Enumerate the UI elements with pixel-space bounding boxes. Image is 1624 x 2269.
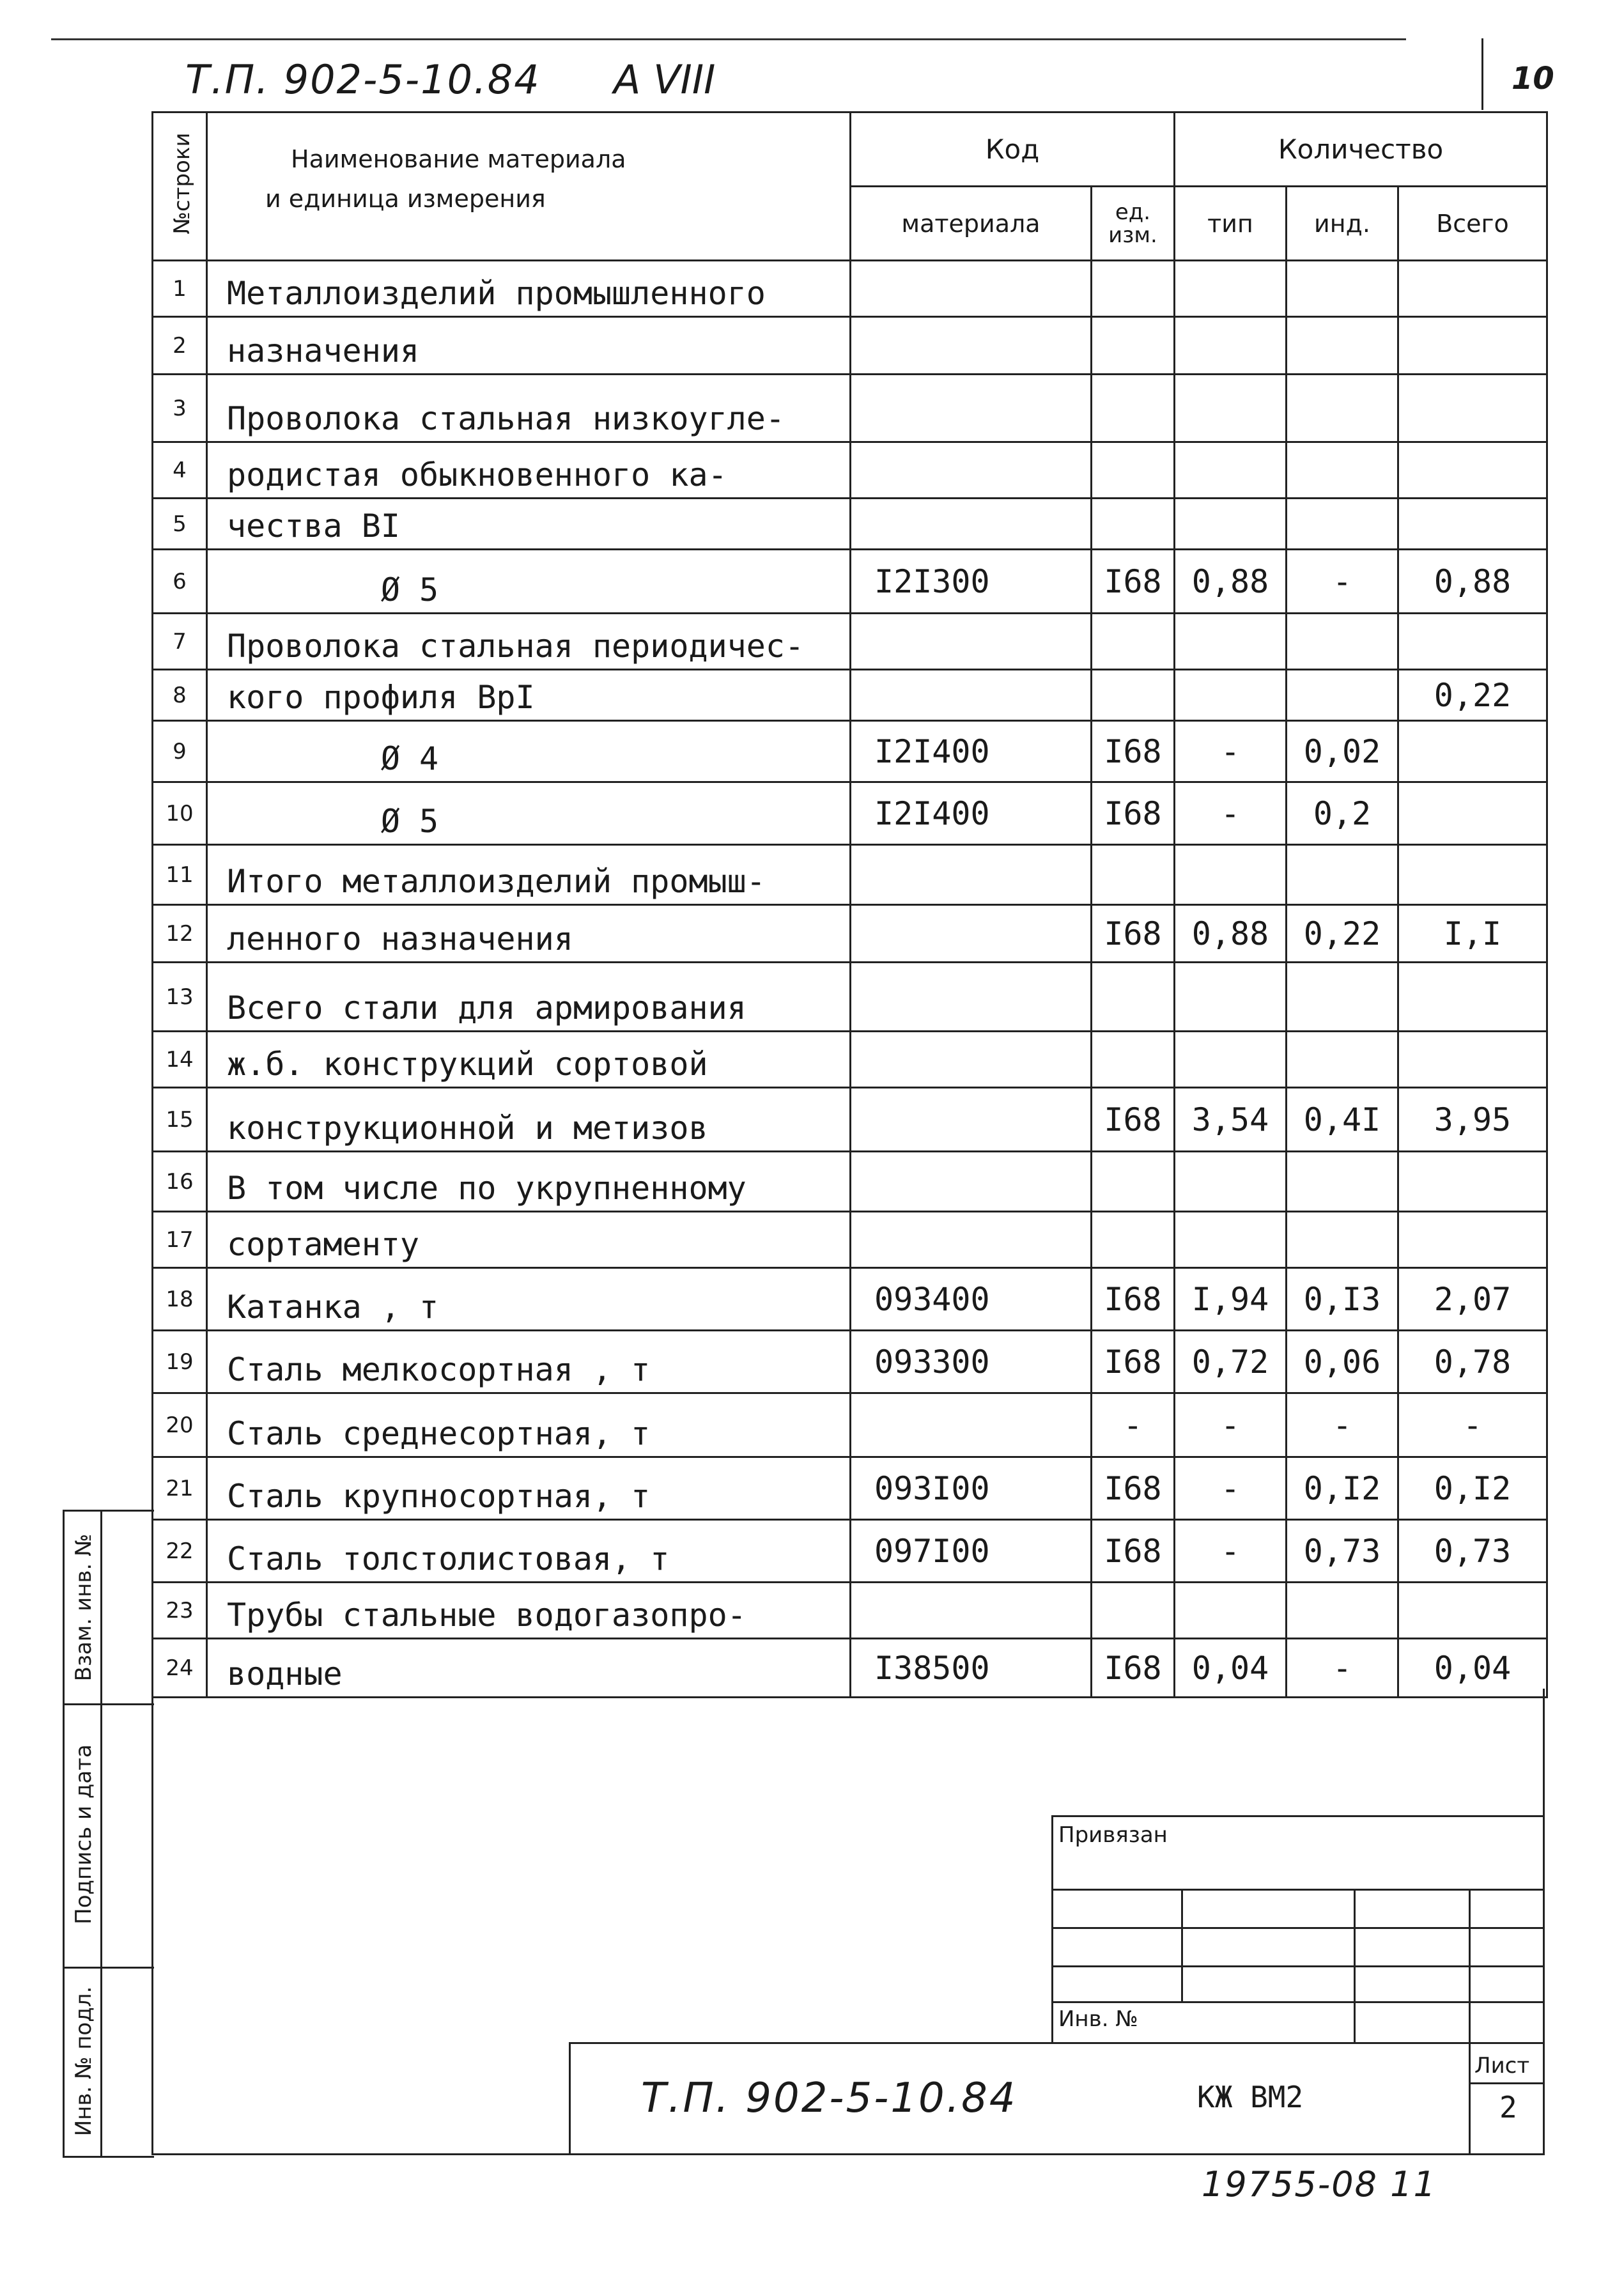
row-number-cell: 4 (153, 442, 207, 499)
qty-total-cell (1398, 721, 1547, 782)
material-code-cell: 097I00 (851, 1520, 1092, 1583)
qty-total-cell (1398, 614, 1547, 670)
qty-ind-cell: 0,4I (1287, 1088, 1398, 1152)
qty-ind-cell: 0,I2 (1287, 1457, 1398, 1520)
material-name-cell: Ø 5 (207, 782, 851, 845)
unit-code-cell (1092, 375, 1175, 442)
row-number-cell: 12 (153, 905, 207, 963)
material-name-cell: Ø 4 (207, 721, 851, 782)
material-name-cell: Сталь среднесортная, т (207, 1393, 851, 1457)
unit-code-cell (1092, 499, 1175, 550)
qty-ind-cell (1287, 845, 1398, 905)
row-number-cell: 5 (153, 499, 207, 550)
unit-code-cell: I68 (1092, 905, 1175, 963)
material-code-cell (851, 499, 1092, 550)
material-code-cell (851, 442, 1092, 499)
header-qty-ind: инд. (1287, 187, 1398, 261)
material-name-cell: Проволока стальная периодичес- (207, 614, 851, 670)
unit-code-cell (1092, 1212, 1175, 1268)
qty-ind-cell: 0,06 (1287, 1331, 1398, 1393)
header-name (207, 112, 851, 261)
qty-total-cell (1398, 317, 1547, 375)
table-row (153, 1457, 1547, 1520)
material-name-cell: Сталь крупносортная, т (207, 1457, 851, 1520)
designation-mark: КЖ ВМ2 (1197, 2080, 1304, 2114)
designation-block (569, 2042, 1543, 2155)
row-number-cell: 14 (153, 1032, 207, 1088)
qty-ind-cell: 0,73 (1287, 1520, 1398, 1583)
material-name-cell: кого профиля ВрI (207, 670, 851, 721)
material-code-cell (851, 375, 1092, 442)
side-stamp-vzam-inv: Взам. инв. № (71, 1533, 97, 1682)
qty-ind-cell: - (1287, 1393, 1398, 1457)
header-unit-line1: ед. (1115, 199, 1151, 225)
material-name-cell: назначения (207, 317, 851, 375)
table-row (153, 963, 1547, 1032)
designation-code: Т.П. 902-5-10.84 (641, 2075, 1017, 2122)
inv-no-label: Инв. № (1058, 2006, 1138, 2032)
sheet-cell (1469, 2044, 1545, 2155)
sheet-number: 2 (1499, 2090, 1517, 2125)
qty-total-cell (1398, 375, 1547, 442)
qty-ind-cell (1287, 442, 1398, 499)
qty-total-cell: 0,88 (1398, 550, 1547, 614)
material-name-cell: чества ВI (207, 499, 851, 550)
row-number-cell: 9 (153, 721, 207, 782)
material-code-cell: 093300 (851, 1331, 1092, 1393)
row-number-cell: 22 (153, 1520, 207, 1583)
row-number-cell: 16 (153, 1152, 207, 1212)
material-code-cell: I2I400 (851, 721, 1092, 782)
row-number-cell: 2 (153, 317, 207, 375)
row-number-cell: 1 (153, 261, 207, 317)
privyazan-label: Привязан (1058, 1822, 1168, 1848)
row-number-cell: 17 (153, 1212, 207, 1268)
row-number-cell: 15 (153, 1088, 207, 1152)
qty-ind-cell (1287, 375, 1398, 442)
qty-type-cell: 0,04 (1175, 1639, 1287, 1698)
material-code-cell: I2I300 (851, 550, 1092, 614)
unit-code-cell: I68 (1092, 550, 1175, 614)
unit-code-cell: I68 (1092, 782, 1175, 845)
material-name-cell: Катанка , т (207, 1268, 851, 1331)
qty-total-cell (1398, 845, 1547, 905)
header-code-group: Код (851, 112, 1175, 187)
qty-ind-cell (1287, 1152, 1398, 1212)
qty-type-cell (1175, 614, 1287, 670)
table-row (153, 499, 1547, 550)
qty-ind-cell: 0,I3 (1287, 1268, 1398, 1331)
table-row (153, 1393, 1547, 1457)
header-unit-line2: изм. (1108, 222, 1157, 248)
qty-ind-cell (1287, 963, 1398, 1032)
qty-total-cell (1398, 261, 1547, 317)
qty-total-cell (1398, 442, 1547, 499)
qty-type-cell (1175, 963, 1287, 1032)
qty-ind-cell (1287, 1583, 1398, 1639)
material-name-cell: Всего стали для армирования (207, 963, 851, 1032)
unit-code-cell: - (1092, 1393, 1175, 1457)
sheet-divider (1471, 2082, 1545, 2084)
qty-type-cell: - (1175, 721, 1287, 782)
material-name-cell: родистая обыкновенного ка- (207, 442, 851, 499)
qty-total-cell: 0,I2 (1398, 1457, 1547, 1520)
table-row (153, 1152, 1547, 1212)
unit-code-cell (1092, 1032, 1175, 1088)
material-name-cell: ленного назначения (207, 905, 851, 963)
qty-ind-cell (1287, 670, 1398, 721)
qty-total-cell: 0,22 (1398, 670, 1547, 721)
qty-type-cell (1175, 442, 1287, 499)
privyazan-vline-3 (1469, 1889, 1471, 2044)
table-row (153, 550, 1547, 614)
qty-ind-cell (1287, 1212, 1398, 1268)
table-row (153, 375, 1547, 442)
table-row (153, 1331, 1547, 1393)
row-number-cell: 23 (153, 1583, 207, 1639)
qty-total-cell: 3,95 (1398, 1088, 1547, 1152)
row-number-cell: 11 (153, 845, 207, 905)
qty-type-cell: 3,54 (1175, 1088, 1287, 1152)
material-code-cell (851, 1088, 1092, 1152)
unit-code-cell (1092, 317, 1175, 375)
qty-type-cell (1175, 1032, 1287, 1088)
table-row (153, 905, 1547, 963)
unit-code-cell: I68 (1092, 1331, 1175, 1393)
qty-total-cell (1398, 1032, 1547, 1088)
qty-ind-cell (1287, 614, 1398, 670)
qty-type-cell: 0,88 (1175, 905, 1287, 963)
row-number-cell: 19 (153, 1331, 207, 1393)
material-name-cell: Трубы стальные водогазопро- (207, 1583, 851, 1639)
qty-total-cell (1398, 782, 1547, 845)
qty-total-cell: I,I (1398, 905, 1547, 963)
qty-type-cell: I,94 (1175, 1268, 1287, 1331)
unit-code-cell: I68 (1092, 1639, 1175, 1698)
row-number-cell: 7 (153, 614, 207, 670)
unit-code-cell (1092, 614, 1175, 670)
unit-code-cell (1092, 261, 1175, 317)
privyazan-vline-2 (1354, 1889, 1356, 2044)
side-stamp-podpis-data: Подпись и дата (71, 1744, 97, 1924)
header-name-line1: Наименование материала (291, 145, 626, 173)
qty-type-cell: - (1175, 1393, 1287, 1457)
unit-code-cell: I68 (1092, 1088, 1175, 1152)
unit-code-cell: I68 (1092, 1520, 1175, 1583)
qty-ind-cell (1287, 261, 1398, 317)
qty-total-cell: 0,04 (1398, 1639, 1547, 1698)
qty-type-cell (1175, 261, 1287, 317)
material-code-cell (851, 963, 1092, 1032)
material-name-cell: ж.б. конструкций сортовой (207, 1032, 851, 1088)
header-row-number-label: №строки (169, 132, 195, 235)
table-row (153, 442, 1547, 499)
privyazan-block (1051, 1815, 1543, 2044)
qty-type-cell: - (1175, 782, 1287, 845)
qty-type-cell (1175, 317, 1287, 375)
qty-ind-cell: 0,22 (1287, 905, 1398, 963)
row-number-cell: 20 (153, 1393, 207, 1457)
header-qty-group: Количество (1175, 112, 1547, 187)
qty-type-cell: 0,72 (1175, 1331, 1287, 1393)
material-name-cell: конструкционной и метизов (207, 1088, 851, 1152)
material-code-cell: 093I00 (851, 1457, 1092, 1520)
material-name-cell: Сталь мелкосортная , т (207, 1331, 851, 1393)
material-code-cell: I38500 (851, 1639, 1092, 1698)
material-code-cell (851, 1212, 1092, 1268)
material-code-cell (851, 1032, 1092, 1088)
material-code-cell (851, 905, 1092, 963)
table-row (153, 614, 1547, 670)
table-row (153, 1520, 1547, 1583)
qty-type-cell: - (1175, 1520, 1287, 1583)
table-row (153, 1088, 1547, 1152)
table-row (153, 1212, 1547, 1268)
row-number-cell: 18 (153, 1268, 207, 1331)
table-row (153, 1583, 1547, 1639)
table-row (153, 261, 1547, 317)
qty-ind-cell: 0,2 (1287, 782, 1398, 845)
unit-code-cell: I68 (1092, 1457, 1175, 1520)
material-name-cell: Сталь толстолистовая, т (207, 1520, 851, 1583)
material-code-cell (851, 1393, 1092, 1457)
material-code-cell (851, 845, 1092, 905)
qty-type-cell (1175, 1152, 1287, 1212)
unit-code-cell (1092, 670, 1175, 721)
header-row-number (153, 112, 207, 261)
side-stamp-col-divider (100, 1512, 102, 2156)
row-number-cell: 10 (153, 782, 207, 845)
qty-total-cell (1398, 499, 1547, 550)
qty-type-cell (1175, 499, 1287, 550)
unit-code-cell (1092, 1583, 1175, 1639)
qty-total-cell: 0,78 (1398, 1331, 1547, 1393)
header-unit (1092, 187, 1175, 261)
material-name-cell: Ø 5 (207, 550, 851, 614)
unit-code-cell (1092, 963, 1175, 1032)
table-row (153, 721, 1547, 782)
material-name-cell: сортаменту (207, 1212, 851, 1268)
qty-ind-cell: - (1287, 1639, 1398, 1698)
privyazan-vline-1 (1181, 1889, 1183, 2001)
table-row (153, 845, 1547, 905)
album-label: А VIII (614, 56, 716, 103)
qty-total-cell (1398, 1583, 1547, 1639)
unit-code-cell (1092, 845, 1175, 905)
materials-table (151, 111, 1548, 1698)
material-code-cell (851, 1583, 1092, 1639)
material-code-cell (851, 317, 1092, 375)
material-name-cell: В том числе по укрупненному (207, 1152, 851, 1212)
sheet-label: Лист (1474, 2053, 1530, 2079)
material-code-cell (851, 261, 1092, 317)
material-name-cell: Металлоизделий промышленного (207, 261, 851, 317)
row-number-cell: 8 (153, 670, 207, 721)
qty-total-cell: 2,07 (1398, 1268, 1547, 1331)
table-row (153, 317, 1547, 375)
qty-ind-cell (1287, 1032, 1398, 1088)
table-row (153, 1032, 1547, 1088)
qty-total-cell: 0,73 (1398, 1520, 1547, 1583)
table-row (153, 782, 1547, 845)
qty-type-cell (1175, 670, 1287, 721)
qty-type-cell: - (1175, 1457, 1287, 1520)
side-stamp-divider-1 (65, 1703, 154, 1705)
material-code-cell: I2I400 (851, 782, 1092, 845)
material-name-cell: водные (207, 1639, 851, 1698)
row-number-cell: 24 (153, 1639, 207, 1698)
side-stamp-inv-podl: Инв. № подл. (71, 1986, 97, 2137)
material-code-cell (851, 1152, 1092, 1212)
header-code-material: материала (851, 187, 1092, 261)
table-row (153, 1268, 1547, 1331)
qty-type-cell (1175, 1212, 1287, 1268)
qty-ind-cell: 0,02 (1287, 721, 1398, 782)
qty-ind-cell: - (1287, 550, 1398, 614)
unit-code-cell: I68 (1092, 1268, 1175, 1331)
qty-total-cell: - (1398, 1393, 1547, 1457)
header-qty-total: Всего (1398, 187, 1547, 261)
header-qty-type: тип (1175, 187, 1287, 261)
qty-ind-cell (1287, 499, 1398, 550)
top-border-line (51, 38, 1406, 40)
unit-code-cell (1092, 1152, 1175, 1212)
table-row (153, 670, 1547, 721)
row-number-cell: 21 (153, 1457, 207, 1520)
material-code-cell (851, 670, 1092, 721)
material-name-cell: Итого металлоизделий промыш- (207, 845, 851, 905)
qty-ind-cell (1287, 317, 1398, 375)
archive-number: 19755-08 11 (1202, 2164, 1437, 2204)
header-name-line2: и единица измерения (265, 185, 546, 213)
material-code-cell: 093400 (851, 1268, 1092, 1331)
side-stamp (63, 1510, 154, 2158)
unit-code-cell: I68 (1092, 721, 1175, 782)
doc-code-header: Т.П. 902-5-10.84 (185, 56, 541, 103)
row-number-cell: 3 (153, 375, 207, 442)
qty-total-cell (1398, 1212, 1547, 1268)
material-name-cell: Проволока стальная низкоугле- (207, 375, 851, 442)
row-number-cell: 6 (153, 550, 207, 614)
qty-type-cell (1175, 845, 1287, 905)
page-number: 10 (1512, 61, 1554, 97)
qty-type-cell: 0,88 (1175, 550, 1287, 614)
qty-type-cell (1175, 375, 1287, 442)
qty-type-cell (1175, 1583, 1287, 1639)
unit-code-cell (1092, 442, 1175, 499)
material-code-cell (851, 614, 1092, 670)
qty-total-cell (1398, 1152, 1547, 1212)
qty-total-cell (1398, 963, 1547, 1032)
row-number-cell: 13 (153, 963, 207, 1032)
